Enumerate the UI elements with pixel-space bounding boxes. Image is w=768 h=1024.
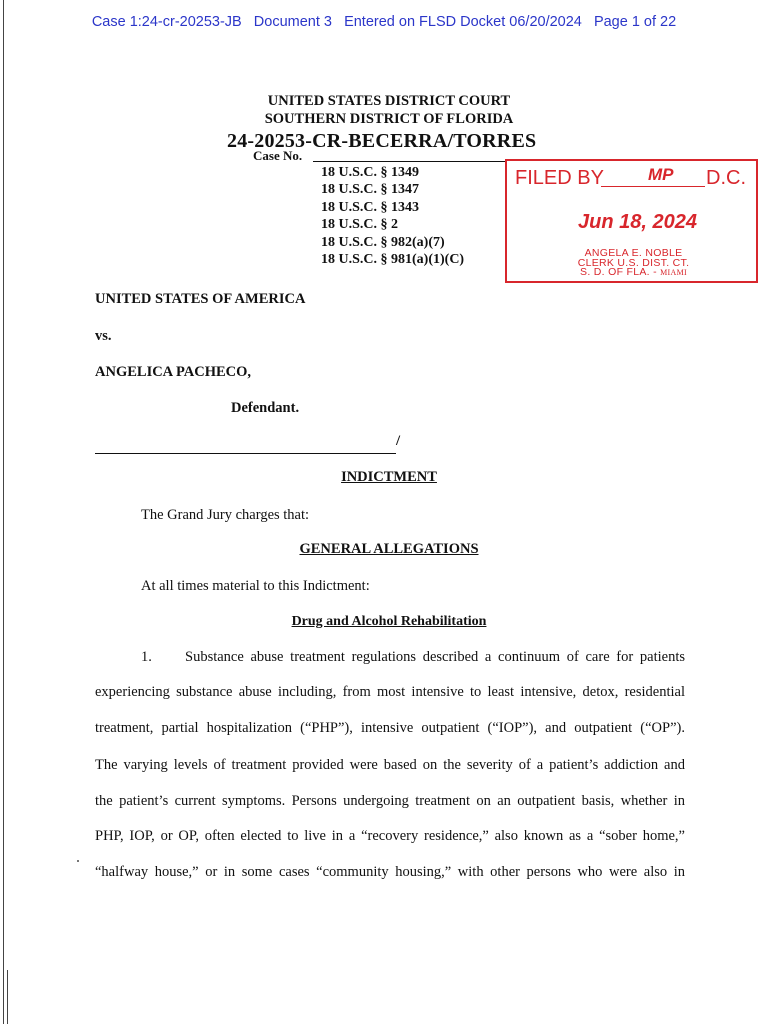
paragraph-line: “halfway house,” or in some cases “community housing,” with other persons who were also in <box>95 864 685 880</box>
statute-item: 18 U.S.C. § 1349 <box>321 165 420 180</box>
stamp-city: MIAMI <box>660 268 687 277</box>
caption-slash: / <box>396 433 401 449</box>
general-allegations-heading: GENERAL ALLEGATIONS <box>299 541 479 557</box>
paragraph-line: treatment, partial hospitalization (“PHP”), intensive outpatient (“IOP”), and outpatient (“OP”). <box>95 720 685 736</box>
stamp-clerk-title: CLERK U.S. DIST. CT. <box>577 256 690 269</box>
statute-list <box>321 164 464 268</box>
paragraph-line <box>141 649 685 666</box>
grand-jury-text: The Grand Jury charges that: <box>141 507 310 523</box>
case-no-underline <box>313 161 505 162</box>
statute-item: 18 U.S.C. § 981(a)(1)(C) <box>321 252 465 268</box>
page-edge-line <box>3 0 4 1024</box>
stamp-date: Jun 18, 2024 <box>578 211 697 233</box>
paragraph-line: experiencing substance abuse including, from most intensive to least intensive, detox, residential <box>95 684 685 700</box>
indictment-heading: INDICTMENT <box>341 469 437 485</box>
stamp-clerk-district <box>507 268 760 278</box>
case-no-label: Case No. <box>253 148 303 163</box>
statute-item: 18 U.S.C. § 1343 <box>321 199 420 215</box>
scan-speck <box>77 860 79 862</box>
paragraph-line: PHP, IOP, or OP, often elected to live in a “recovery residence,” also known as a “sober home,” <box>95 828 685 844</box>
stamp-initials: MP <box>648 165 674 184</box>
paragraph-line: the patient’s current symptoms. Persons undergoing treatment on an outpatient basis, whether in <box>95 793 685 809</box>
page-edge-mark <box>7 970 8 1024</box>
statute-item: 18 U.S.C. § 1347 <box>321 182 420 198</box>
drug-alcohol-heading: Drug and Alcohol Rehabilitation <box>291 614 487 629</box>
caption-plaintiff: UNITED STATES OF AMERICA <box>95 291 306 307</box>
stamp-filed-by: FILED BY <box>515 167 604 189</box>
caption-defendant-label: Defendant. <box>231 400 300 416</box>
paragraph-number: 1. <box>141 649 152 665</box>
caption-divider <box>95 453 396 454</box>
stamp-clerk-name: ANGELA E. NOBLE <box>584 247 683 259</box>
paragraph-line: The varying levels of treatment provided were based on the severity of a patient’s addiction and <box>95 757 685 773</box>
statute-item: 18 U.S.C. § 982(a)(7) <box>321 234 445 250</box>
stamp-signature-line <box>601 186 705 187</box>
stamp-dc: D.C. <box>706 167 746 189</box>
at-all-times-text: At all times material to this Indictment: <box>141 578 370 594</box>
docket-header: Case 1:24-cr-20253-JB Document 3 Entered on FLSD Docket 06/20/2024 Page 1 of 22 <box>91 14 677 30</box>
case-number: 24-20253-CR-BECERRA/TORRES <box>227 130 537 152</box>
court-district: SOUTHERN DISTRICT OF FLORIDA <box>264 111 514 127</box>
caption-defendant-name: ANGELICA PACHECO, <box>95 364 252 380</box>
caption-versus: vs. <box>95 328 112 344</box>
stamp-clerk-block <box>507 249 760 278</box>
stamp-district-text: S. D. OF FLA. - <box>580 266 657 278</box>
court-name: UNITED STATES DISTRICT COURT <box>267 93 511 109</box>
filed-stamp <box>505 159 758 283</box>
statute-item: 18 U.S.C. § 2 <box>321 217 399 233</box>
paragraph-line-text: Substance abuse treatment regulations described a continuum of care for patients <box>185 649 685 665</box>
